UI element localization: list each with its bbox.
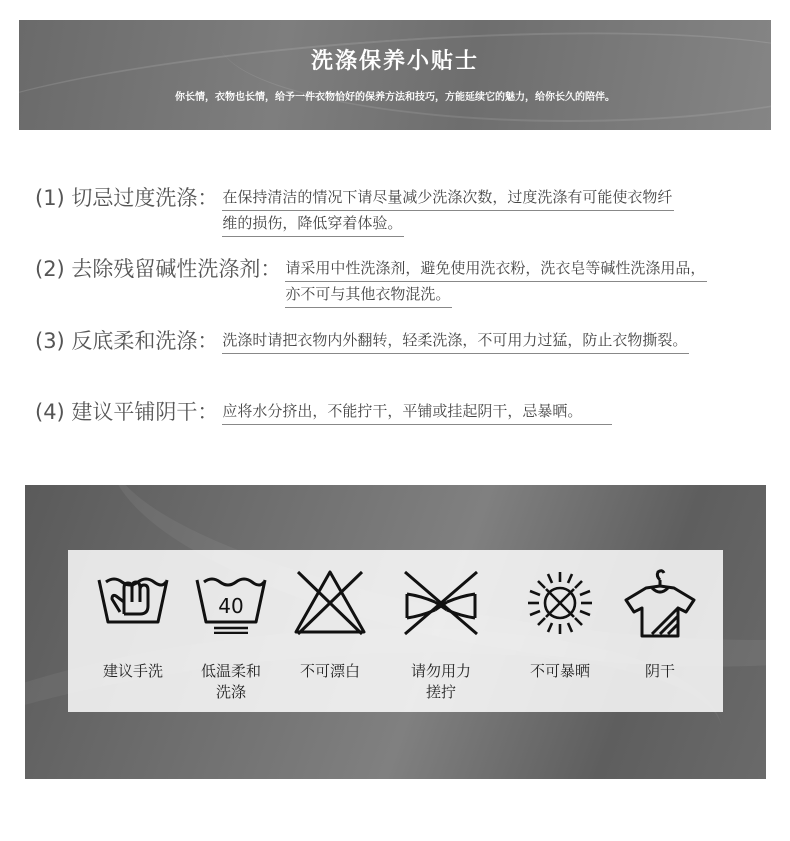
tip-line: 亦不可与其他衣物混洗。 bbox=[285, 282, 452, 308]
care-label: 阴干 bbox=[644, 662, 675, 680]
tip-text bbox=[222, 185, 674, 237]
tip-text bbox=[222, 399, 612, 425]
tip-label: (3) 反底柔和洗涤： bbox=[35, 329, 219, 353]
svg-text:40: 40 bbox=[218, 594, 244, 618]
wash-40-icon bbox=[194, 568, 268, 634]
tip-item bbox=[35, 256, 707, 308]
tip-line: 应将水分挤出，不能拧干，平铺或挂起阴干，忌暴晒。 bbox=[222, 399, 612, 425]
care-label: 请勿用力 搓拧 bbox=[410, 662, 471, 701]
care-label: 低温柔和 洗涤 bbox=[200, 662, 261, 701]
tip-label: (1) 切忌过度洗涤： bbox=[35, 186, 219, 210]
tip-line: 在保持清洁的情况下请尽量减少洗涤次数，过度洗涤有可能使衣物纤 bbox=[222, 185, 674, 211]
header-banner bbox=[19, 20, 771, 130]
no-sun-icon bbox=[524, 568, 596, 638]
care-label: 不可漂白 bbox=[299, 662, 360, 680]
tip-label: (4) 建议平铺阴干： bbox=[35, 400, 219, 424]
no-bleach-icon bbox=[292, 568, 368, 636]
hand-wash-icon bbox=[96, 568, 170, 634]
tip-label: (2) 去除残留碱性洗涤剂： bbox=[35, 257, 282, 281]
tip-line: 维的损伤，降低穿着体验。 bbox=[222, 211, 404, 237]
page-subtitle: 你长情，衣物也长情，给予一件衣物恰好的保养方法和技巧，方能延续它的魅力，给你长久的陪伴。 bbox=[175, 92, 615, 103]
care-section bbox=[25, 485, 766, 779]
tip-item bbox=[35, 399, 612, 425]
tip-line: 洗涤时请把衣物内外翻转，轻柔洗涤，不可用力过猛，防止衣物撕裂。 bbox=[222, 328, 689, 354]
no-wring-icon bbox=[401, 568, 481, 636]
tip-item bbox=[35, 328, 689, 354]
care-label: 建议手洗 bbox=[102, 662, 163, 680]
tip-text bbox=[285, 256, 707, 308]
shade-dry-icon bbox=[622, 568, 698, 640]
page-title: 洗涤保养小贴士 bbox=[310, 49, 479, 74]
tip-line: 请采用中性洗涤剂，避免使用洗衣粉，洗衣皂等碱性洗涤用品， bbox=[285, 256, 707, 282]
tip-text bbox=[222, 328, 689, 354]
care-label: 不可暴晒 bbox=[529, 662, 590, 680]
care-panel bbox=[68, 550, 723, 712]
tip-item bbox=[35, 185, 674, 237]
